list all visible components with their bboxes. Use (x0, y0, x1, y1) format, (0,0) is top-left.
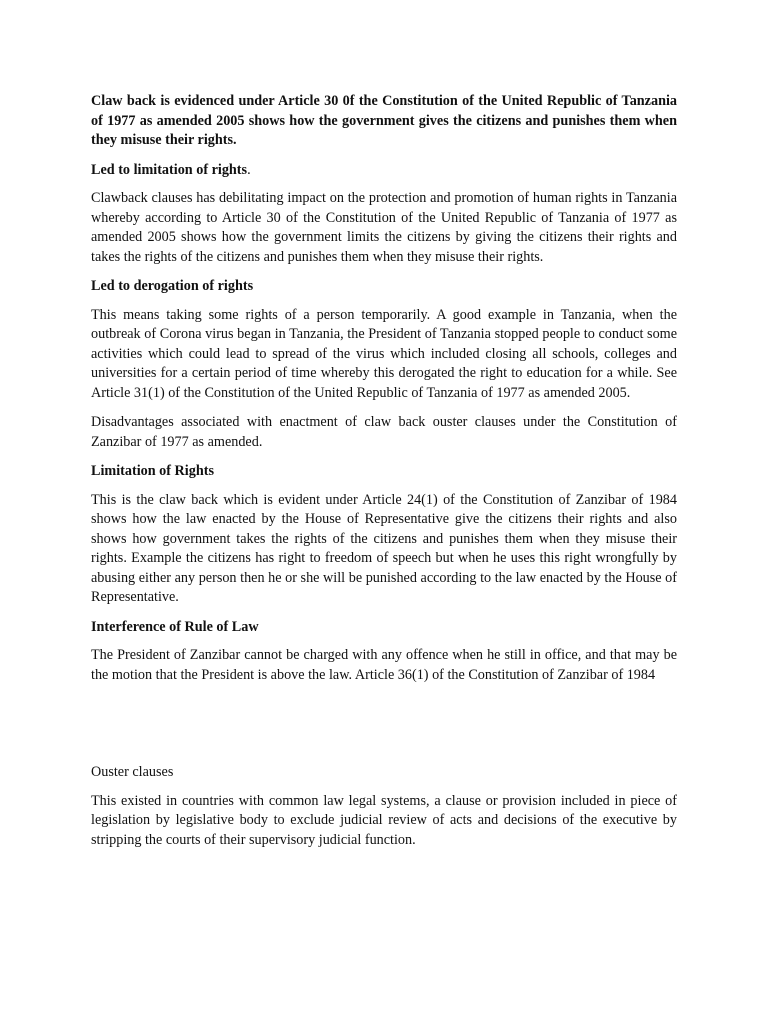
heading-interference-rule-of-law: Interference of Rule of Law (91, 618, 259, 635)
paragraph-ouster-clauses: This existed in countries with common law legal systems, a clause or provision included in piece of legislation by legislative body to exclude judicial review of acts and decisions of the executive by stripping the courts of their supervisory judicial function. (91, 792, 677, 848)
paragraph-interference-rule-of-law: The President of Zanzibar cannot be charged with any offence when he still in office, and that may be the motion that the President is above the law. Article 36(1) of the Constitution of Zanzibar of 1984 (91, 647, 677, 683)
paragraph-limitation-of-rights: Clawback clauses has debilitating impact on the protection and promotion of human rights in Tanzania whereby according to Article 30 of the Constitution of the United Republic of Tanzania of 1977 as amended 2005 shows how the government limits the citizens by giving the citizens their rights and takes the rights of the citizens and punishes them when they misuse their rights. (91, 190, 677, 265)
heading-text: Led to limitation of rights (91, 161, 248, 178)
transition-paragraph: Disadvantages associated with enactment of claw back ouster clauses under the Constitution of Zanzibar of 1977 as amended. (91, 414, 677, 450)
paragraph-derogation-of-rights: This means taking some rights of a person temporarily. A good example in Tanzania, when the outbreak of Corona virus began in Tanzania, the President of Tanzania stopped people to conduct some activities which could lead to spread of the virus which included closing all schools, colleges and universities for a certain period of time whereby this derogated the right to education for a while. See Article 31(1) of the Constitution of the United Republic of Tanzania of 1977 as amended 2005. (91, 306, 677, 401)
paragraph-zanzibar-limitation-of-rights: This is the claw back which is evident under Article 24(1) of the Constitution of Zanzibar of 1984 shows how the law enacted by the House of Representative give the citizens their rights and also shows how government takes the rights of the citizens and punishes them when they misuse their rights. Example the citizens has right to freedom of speech but when he uses this right wrongfully by abusing either any person then he or she will be punished according to the law enacted by the House of Representative. (91, 491, 677, 605)
blank-space (91, 695, 677, 763)
intro-paragraph: Claw back is evidenced under Article 30 0f the Constitution of the United Republic of Tanzania of 1977 as amended 2005 shows how the government gives the citizens and punishes them when they misuse their rights. (91, 93, 677, 148)
document-page (91, 92, 677, 860)
heading-ouster-clauses: Ouster clauses (91, 764, 174, 780)
heading-zanzibar-limitation-of-rights: Limitation of Rights (91, 463, 214, 479)
heading-derogation-of-rights: Led to derogation of rights (91, 278, 254, 294)
heading-limitation-of-rights (91, 161, 677, 181)
heading-period: . (247, 161, 251, 178)
